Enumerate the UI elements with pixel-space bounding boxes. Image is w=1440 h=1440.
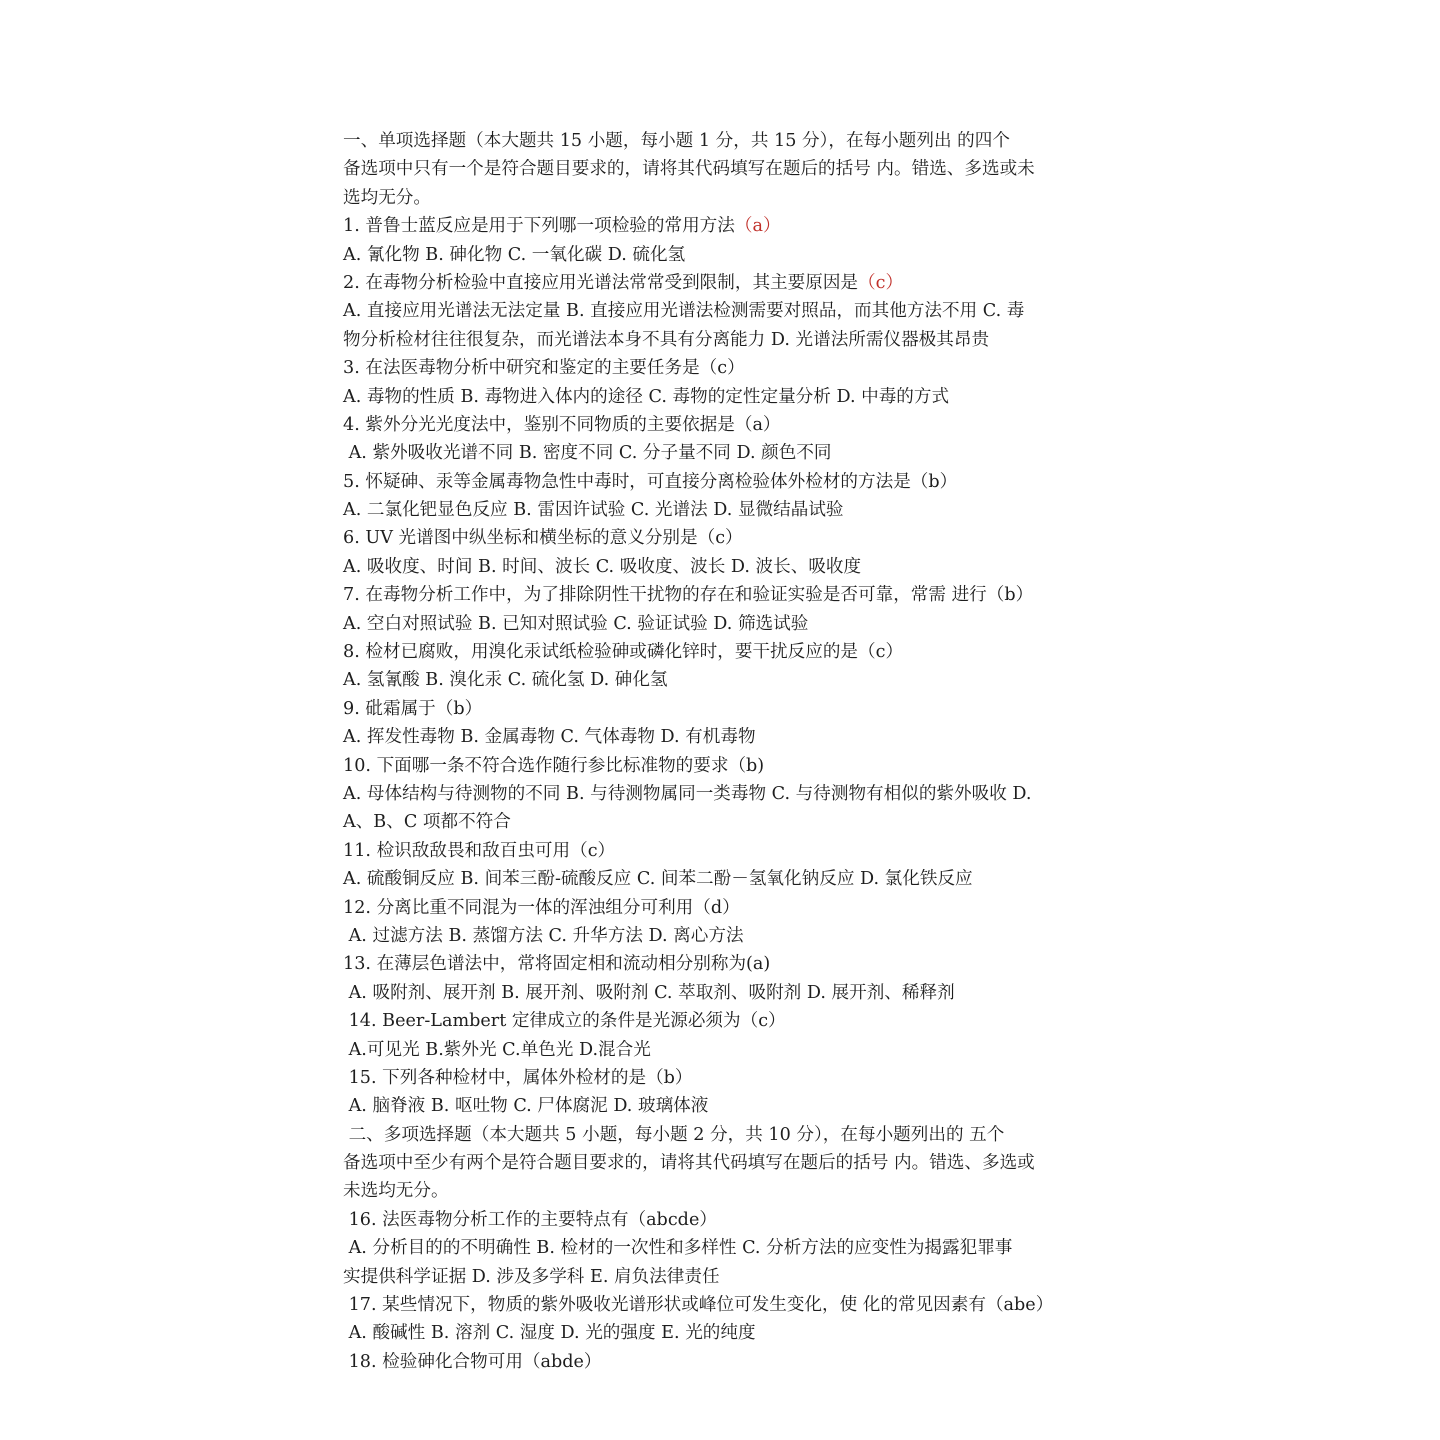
section-1-intro-line: 一、单项选择题（本大题共 15 小题，每小题 1 分，共 15 分），在每小题列出 的四个 <box>343 131 1010 151</box>
question-answer: （c） <box>858 272 904 293</box>
question-text: 14. Beer-Lambert 定律成立的条件是光源必须为（c） <box>343 1011 786 1032</box>
question-text: 9. 砒霜属于（b） <box>343 698 483 719</box>
question-answer: （a） <box>734 216 781 237</box>
section-2-intro <box>343 1121 1108 1206</box>
question-1 <box>343 212 1108 269</box>
question-3 <box>343 354 1108 411</box>
section-1-intro-line: 备选项中只有一个是符合题目要求的，请将其代码填写在题后的括号 内。错选、多选或未 <box>343 159 1035 180</box>
question-14 <box>343 1007 1108 1064</box>
section-2-intro-line: 未选均无分。 <box>343 1181 449 1202</box>
question-15 <box>343 1064 1108 1121</box>
question-text: 16. 法医毒物分析工作的主要特点有（abcde） <box>343 1209 717 1230</box>
question-options: A、B、C 项都不符合 <box>343 812 511 833</box>
question-options: A.可见光 B.紫外光 C.单色光 D.混合光 <box>343 1039 651 1060</box>
question-4 <box>343 411 1108 468</box>
question-options: A. 分析目的的不明确性 B. 检材的一次性和多样性 C. 分析方法的应变性为揭露犯罪事 <box>343 1238 1013 1259</box>
section-2-intro-line: 备选项中至少有两个是符合题目要求的，请将其代码填写在题后的括号 内。错选、多选或 <box>343 1153 1035 1174</box>
question-options: A. 氰化物 B. 砷化物 C. 一氧化碳 D. 硫化氢 <box>343 244 686 265</box>
question-9 <box>343 695 1108 752</box>
section-2-intro-line: 二、多项选择题（本大题共 5 小题，每小题 2 分，共 10 分），在每小题列出的 五个 <box>343 1124 1005 1145</box>
question-text <box>343 212 1108 240</box>
question-options: A. 吸收度、时间 B. 时间、波长 C. 吸收度、波长 D. 波长、吸收度 <box>343 556 862 577</box>
question-options: A. 直接应用光谱法无法定量 B. 直接应用光谱法检测需要对照品，而其他方法不用 C. 毒 <box>343 301 1025 322</box>
exam-document <box>343 127 1108 1376</box>
question-13 <box>343 950 1108 1007</box>
question-17 <box>343 1291 1108 1348</box>
question-options: 物分析检材往往很复杂，而光谱法本身不具有分离能力 D. 光谱法所需仪器极其昂贵 <box>343 329 990 350</box>
question-options: A. 二氯化钯显色反应 B. 雷因许试验 C. 光谱法 D. 显微结晶试验 <box>343 500 844 521</box>
question-text: 10. 下面哪一条不符合选作随行参比标准物的要求（b) <box>343 755 765 776</box>
question-text: 12. 分离比重不同混为一体的浑浊组分可利用（d） <box>343 897 740 918</box>
question-options: A. 吸附剂、展开剂 B. 展开剂、吸附剂 C. 萃取剂、吸附剂 D. 展开剂、稀释剂 <box>343 982 955 1003</box>
question-options: A. 脑脊液 B. 呕吐物 C. 尸体腐泥 D. 玻璃体液 <box>343 1096 709 1117</box>
question-stem: 2. 在毒物分析检验中直接应用光谱法常常受到限制，其主要原因是 <box>343 272 859 293</box>
question-text: 6. UV 光谱图中纵坐标和横坐标的意义分别是（c） <box>343 528 743 549</box>
question-options: A. 氢氰酸 B. 溴化汞 C. 硫化氢 D. 砷化氢 <box>343 670 668 691</box>
question-text: 15. 下列各种检材中，属体外检材的是（b） <box>343 1067 693 1088</box>
question-11 <box>343 837 1108 894</box>
question-10 <box>343 752 1108 837</box>
question-options: A. 紫外吸收光谱不同 B. 密度不同 C. 分子量不同 D. 颜色不同 <box>343 443 832 464</box>
question-2 <box>343 269 1108 354</box>
question-text: 17. 某些情况下，物质的紫外吸收光谱形状或峰位可发生变化，使 化的常见因素有（abe） <box>343 1295 1054 1316</box>
question-18 <box>343 1348 1108 1376</box>
section-1-intro <box>343 127 1108 212</box>
question-text: 5. 怀疑砷、汞等金属毒物急性中毒时，可直接分离检验体外检材的方法是（b） <box>343 471 958 492</box>
question-16 <box>343 1206 1108 1291</box>
question-options: A. 硫酸铜反应 B. 间苯三酚-硫酸反应 C. 间苯二酚－氢氧化钠反应 D. 氯化铁反应 <box>343 869 973 890</box>
question-8 <box>343 638 1108 695</box>
question-7 <box>343 581 1108 638</box>
question-text: 11. 检识敌敌畏和敌百虫可用（c） <box>343 840 616 861</box>
question-options: 实提供科学证据 D. 涉及多学科 E. 肩负法律责任 <box>343 1266 720 1287</box>
question-text: 13. 在薄层色谱法中，常将固定相和流动相分别称为(a) <box>343 954 771 975</box>
section-1-intro-line: 选均无分。 <box>343 187 431 208</box>
question-options: A. 酸碱性 B. 溶剂 C. 湿度 D. 光的强度 E. 光的纯度 <box>343 1323 756 1344</box>
question-text: 18. 检验砷化合物可用（abde） <box>343 1351 602 1372</box>
question-5 <box>343 468 1108 525</box>
question-text: 8. 检材已腐败，用溴化汞试纸检验砷或磷化锌时，要干扰反应的是（c） <box>343 642 904 663</box>
question-text: 7. 在毒物分析工作中，为了排除阴性干扰物的存在和验证实验是否可靠，常需 进行（b） <box>343 585 1034 606</box>
question-text: 3. 在法医毒物分析中研究和鉴定的主要任务是（c） <box>343 358 745 379</box>
question-options: A. 毒物的性质 B. 毒物进入体内的途径 C. 毒物的定性定量分析 D. 中毒的方式 <box>343 386 950 407</box>
question-text <box>343 269 1108 297</box>
question-options: A. 过滤方法 B. 蒸馏方法 C. 升华方法 D. 离心方法 <box>343 925 744 946</box>
question-options: A. 母体结构与待测物的不同 B. 与待测物属同一类毒物 C. 与待测物有相似的紫外吸收 D. <box>343 783 1032 804</box>
question-options: A. 挥发性毒物 B. 金属毒物 C. 气体毒物 D. 有机毒物 <box>343 727 756 748</box>
question-12 <box>343 894 1108 951</box>
question-options: A. 空白对照试验 B. 已知对照试验 C. 验证试验 D. 筛选试验 <box>343 613 809 634</box>
question-6 <box>343 524 1108 581</box>
question-stem: 1. 普鲁士蓝反应是用于下列哪一项检验的常用方法 <box>343 216 735 237</box>
question-text: 4. 紫外分光光度法中，鉴别不同物质的主要依据是（a） <box>343 414 781 435</box>
